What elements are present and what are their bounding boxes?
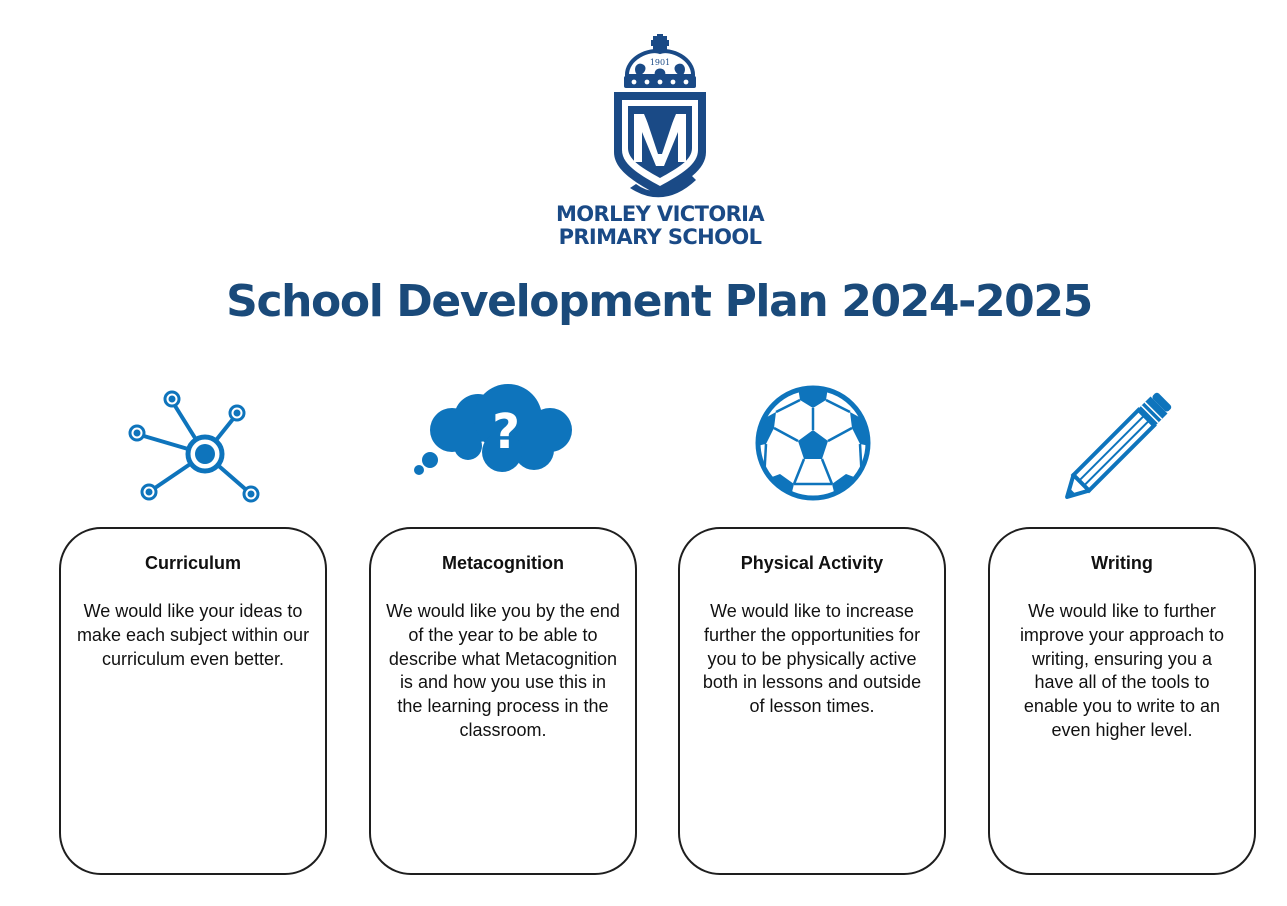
football-icon xyxy=(754,384,874,504)
school-name-line2: PRIMARY SCHOOL xyxy=(558,225,762,249)
page-title: School Development Plan 2024-2025 xyxy=(226,276,1092,327)
card-title: Writing xyxy=(1091,553,1153,573)
card-title: Physical Activity xyxy=(740,553,884,573)
card-title: Metacognition xyxy=(442,553,564,573)
pencil-icon xyxy=(1062,390,1178,502)
school-crest-logo xyxy=(600,34,720,204)
card-curriculum xyxy=(59,527,327,875)
school-name xyxy=(520,203,800,249)
thought-cloud-question-icon xyxy=(412,384,576,476)
card-text: We would like your ideas to make each subject within our curriculum even better. xyxy=(76,601,310,669)
card-title: Curriculum xyxy=(144,553,241,573)
svg-text:?: ? xyxy=(492,404,520,460)
card-writing xyxy=(988,527,1256,875)
card-text: We would like you by the end of the year to be able to describe what Metacognition is and how you use this in the learning process in the classroom. xyxy=(386,601,620,740)
svg-text:1901: 1901 xyxy=(649,58,671,67)
school-name-line1: MORLEY VICTORIA xyxy=(555,202,765,226)
card-metacognition xyxy=(369,527,637,875)
card-physical-activity xyxy=(678,527,946,875)
card-text: We would like to increase further the opportunities for you to be physically active both in lessons and outside of lesson times. xyxy=(702,601,922,717)
card-text: We would like to further improve your approach to writing, ensuring you a have all of the tools to enable you to write to an even higher level. xyxy=(1019,601,1225,740)
network-icon xyxy=(125,388,265,506)
